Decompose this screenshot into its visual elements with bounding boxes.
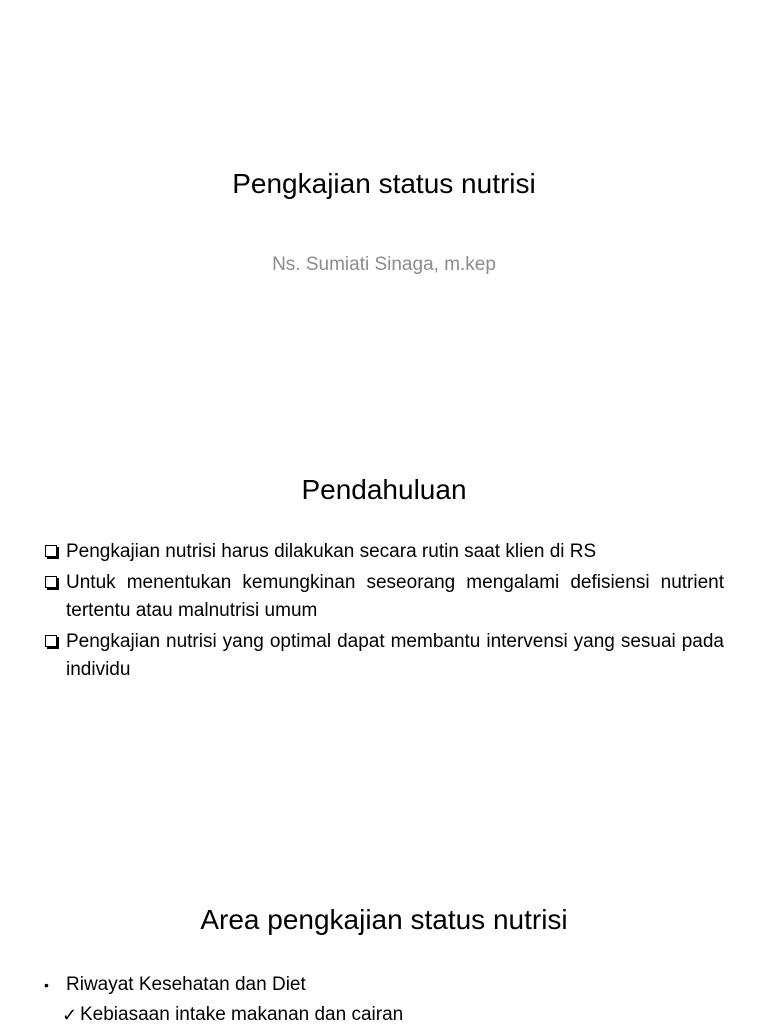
bullet-text: Pengkajian nutrisi yang optimal dapat membantu intervensi yang sesuai pada individu — [66, 631, 724, 680]
sub-bullet-item — [42, 1000, 722, 1030]
checkbox-square-icon — [45, 635, 57, 647]
bullet-item — [42, 970, 722, 1000]
slide-heading: Area pengkajian status nutrisi — [200, 904, 568, 935]
checkbox-square-icon — [45, 576, 57, 588]
bullet-text: Riwayat Kesehatan dan Diet — [66, 974, 306, 995]
bullet-text: Kebiasaan intake makanan dan cairan — [80, 1004, 404, 1025]
bullet-item — [44, 538, 724, 566]
bullet-item — [44, 569, 724, 625]
bullet-list — [44, 538, 724, 687]
slide-title-heading: Pengkajian status nutrisi — [232, 168, 536, 199]
bullet-dot-icon: • — [44, 977, 49, 993]
checkmark-icon: ✓ — [62, 1005, 78, 1025]
slide-pendahuluan — [0, 456, 768, 756]
slide-author-subtitle: Ns. Sumiati Sinaga, m.kep — [272, 254, 496, 275]
checkbox-square-icon — [45, 545, 57, 557]
bullet-text: Pengkajian nutrisi harus dilakukan secara rutin saat klien di RS — [66, 541, 597, 562]
slide-title — [0, 0, 768, 384]
slide-area-pengkajian — [0, 890, 768, 1024]
bullet-item — [44, 628, 724, 684]
bullet-list — [42, 970, 722, 1030]
bullet-text: Untuk menentukan kemungkinan seseorang mengalami defisiensi nutrient tertentu atau malnutrisi umum — [66, 572, 724, 621]
slide-heading: Pendahuluan — [301, 474, 467, 505]
